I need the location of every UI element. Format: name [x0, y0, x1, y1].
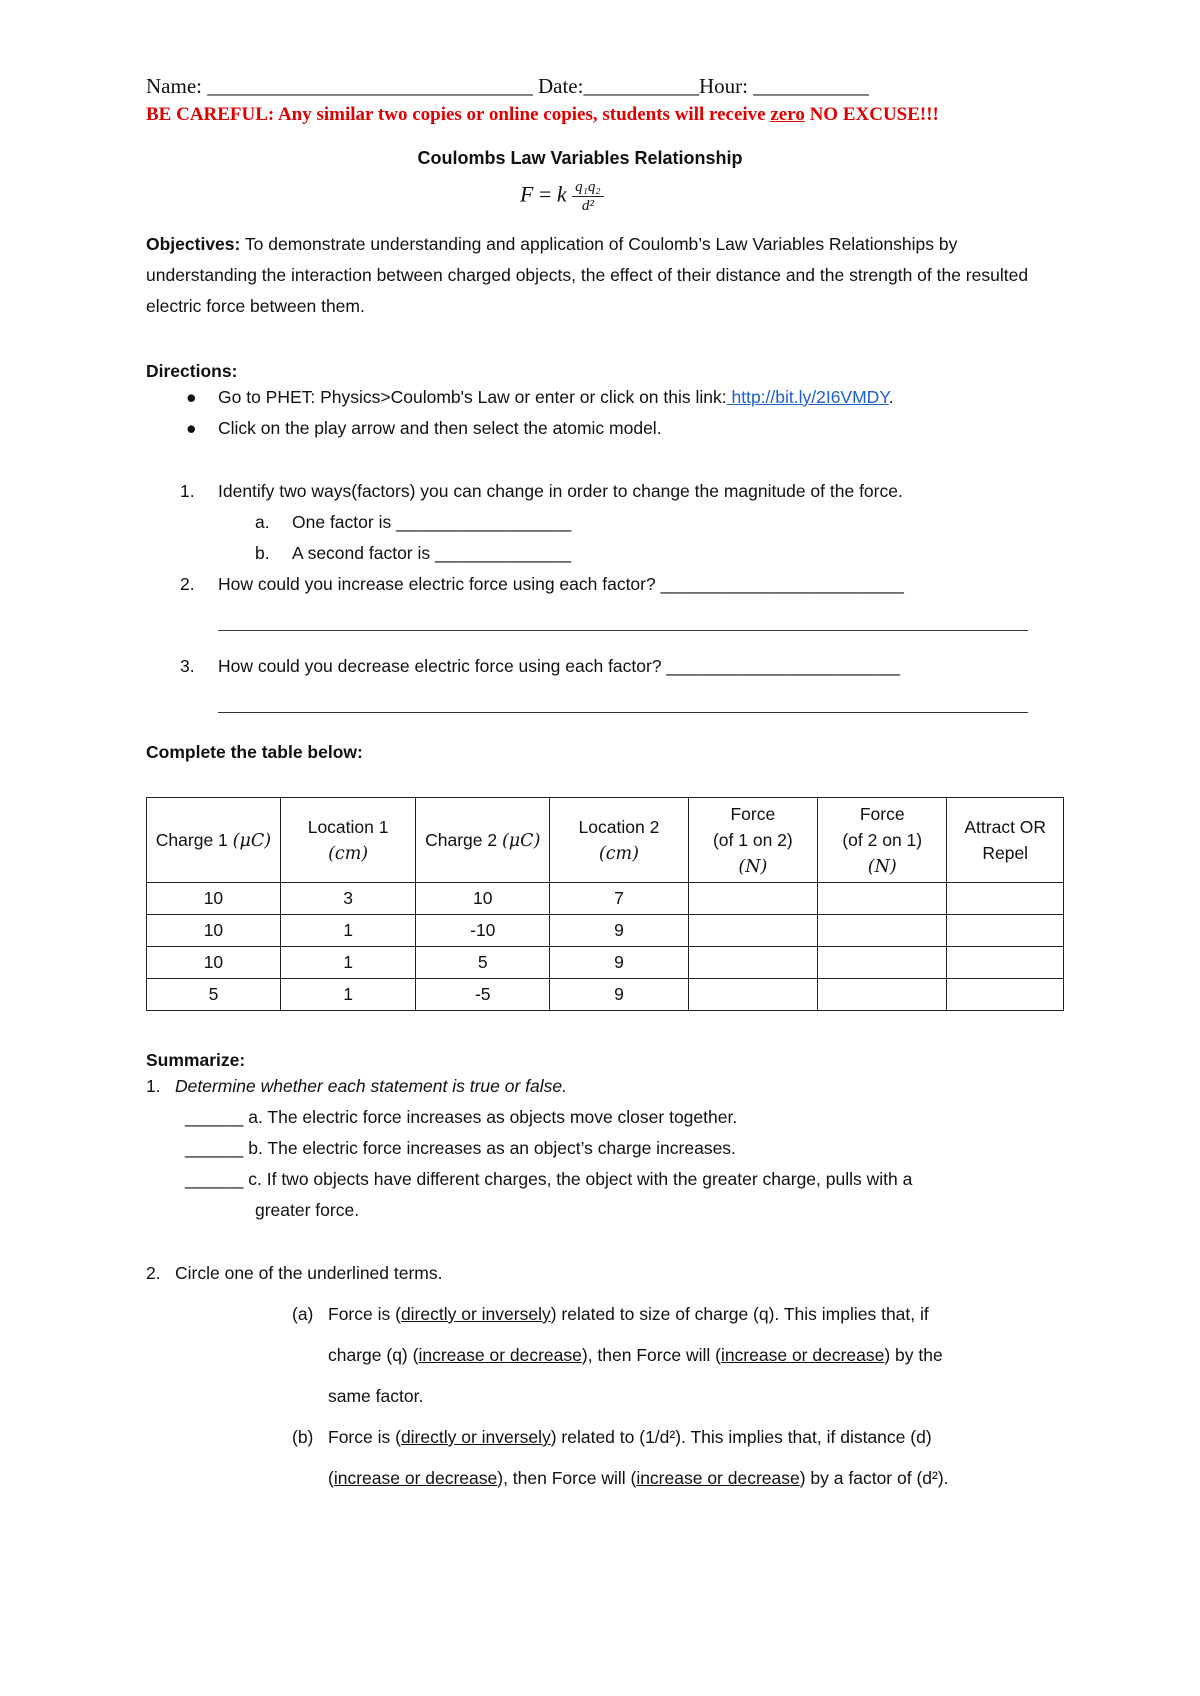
formula-lhs: F: [520, 181, 534, 207]
header-text: Charge 2: [425, 829, 502, 850]
statement-b: ______ b. The electric force increases as an object’s charge increases.: [185, 1138, 736, 1158]
directions-bullet-2: Click on the play arrow and then select the atomic model.: [218, 418, 662, 438]
objectives-text: To demonstrate understanding and application of Coulomb’s Law Variables Relationships by understanding the interaction between charged objects, the effect of their distance and the strength of the resulted electric force between them.: [146, 234, 1029, 316]
table-heading: Complete the table below:: [146, 742, 363, 762]
text: charge (q) (: [328, 1345, 419, 1365]
statement-c-continued: greater force.: [255, 1200, 360, 1220]
item-a-line-2: [328, 1345, 943, 1366]
table-row: [147, 915, 1064, 947]
text: ) by the: [884, 1345, 943, 1365]
item-b-line-2: [328, 1468, 949, 1489]
text: ) related to (1/d²). This implies that, if distance (d): [550, 1427, 932, 1447]
text: ), then Force will (: [581, 1345, 721, 1365]
summarize-label: Summarize:: [146, 1050, 246, 1070]
table-cell: 5: [147, 979, 281, 1011]
question-1b-label: b.: [255, 543, 270, 563]
table-cell: 10: [416, 883, 550, 915]
question-1a-label: a.: [255, 512, 270, 532]
data-table: [146, 797, 1064, 1011]
table-cell: 10: [147, 883, 281, 915]
header-location-2: [550, 798, 688, 883]
question-3: How could you decrease electric force using each factor? ________________________: [218, 656, 901, 676]
question-2-number: 2.: [180, 574, 195, 594]
question-1b: A second factor is ______________: [292, 543, 572, 563]
header-unit: (cm): [598, 843, 639, 864]
header-unit: (N): [867, 856, 897, 877]
header-unit: (μC): [501, 830, 541, 851]
table-cell: 5: [416, 947, 550, 979]
choice-increase-or-decrease[interactable]: increase or decrease: [333, 1468, 498, 1488]
text: (: [328, 1468, 334, 1488]
header-force-1-on-2: [688, 798, 817, 883]
item-a-label: (a): [292, 1304, 314, 1324]
header-subtext: Repel: [982, 843, 1029, 863]
answer-cell[interactable]: [818, 979, 947, 1011]
answer-cell[interactable]: [947, 915, 1064, 947]
header-force-2-on-1: [818, 798, 947, 883]
answer-cell[interactable]: [688, 947, 817, 979]
answer-cell[interactable]: [818, 883, 947, 915]
text: ), then Force will (: [497, 1468, 637, 1488]
page-title: Coulombs Law Variables Relationship: [417, 148, 743, 168]
header-unit: (N): [738, 856, 768, 877]
table-cell: 9: [550, 947, 688, 979]
summary-1-number: 1.: [146, 1076, 161, 1096]
bullet-dot: ●: [186, 387, 197, 407]
table-cell: 9: [550, 915, 688, 947]
header-attract-or-repel: [947, 798, 1064, 883]
table-cell: 1: [280, 915, 415, 947]
table-cell: 7: [550, 883, 688, 915]
table-cell: 9: [550, 979, 688, 1011]
header-text: Charge 1: [155, 829, 233, 850]
statement-a: ______ a. The electric force increases as objects move closer together.: [185, 1107, 738, 1127]
choice-directly-or-inversely[interactable]: directly or inversely: [400, 1427, 551, 1447]
formula-numerator: q₁q₂: [572, 178, 603, 197]
item-a-line-1: [328, 1304, 929, 1325]
answer-cell[interactable]: [688, 883, 817, 915]
question-1-number: 1.: [180, 481, 195, 501]
choice-increase-or-decrease[interactable]: increase or decrease: [418, 1345, 582, 1365]
table-cell: -5: [416, 979, 550, 1011]
formula-constant: k: [556, 181, 567, 207]
choice-directly-or-inversely[interactable]: directly or inversely: [400, 1304, 551, 1324]
summary-1-instruction: Determine whether each statement is true or false.: [175, 1076, 567, 1096]
formula-equals: =: [538, 181, 552, 207]
header-unit: (cm): [328, 843, 369, 864]
text: Force is (: [328, 1304, 401, 1324]
header-text: Location 1: [307, 816, 389, 837]
header-subtext: (of 1 on 2): [712, 829, 793, 850]
summary-2-number: 2.: [146, 1263, 161, 1283]
phet-link[interactable]: http://bit.ly/2I6VMDY: [726, 387, 889, 407]
table-cell: 1: [280, 979, 415, 1011]
table-row: [147, 883, 1064, 915]
table-cell: 10: [147, 915, 281, 947]
summary-2-instruction: Circle one of the underlined terms.: [175, 1263, 443, 1283]
answer-cell[interactable]: [947, 979, 1064, 1011]
bullet-dot: ●: [186, 418, 197, 438]
objectives-label: Objectives:: [146, 234, 241, 254]
warning-text-pre: BE CAREFUL: Any similar two copies or online copies, students will receive: [146, 104, 771, 125]
bullet-1-end: .: [888, 387, 894, 407]
header-unit: (μC): [232, 830, 272, 851]
formula-denominator: d²: [581, 198, 594, 214]
answer-cell[interactable]: [688, 979, 817, 1011]
table-cell: 3: [280, 883, 415, 915]
directions-bullet-1: [218, 387, 894, 408]
directions-label: Directions:: [146, 361, 238, 381]
question-1a: One factor is __________________: [292, 512, 572, 532]
formula-fraction: [572, 178, 603, 215]
answer-cell[interactable]: [818, 947, 947, 979]
answer-cell[interactable]: [818, 915, 947, 947]
header-subtext: (of 2 on 1): [842, 829, 923, 850]
header-charge-2: [416, 798, 550, 883]
header-text: Force: [859, 803, 905, 824]
item-b-line-1: [328, 1427, 932, 1448]
text: ) related to size of charge (q). This implies that, if: [550, 1304, 929, 1324]
warning-banner: [146, 104, 939, 126]
text: Force is (: [328, 1427, 401, 1447]
item-a-line-3: same factor.: [328, 1386, 424, 1406]
question-1: Identify two ways(factors) you can change in order to change the magnitude of the force.: [218, 481, 903, 501]
name-date-hour-line: Name: _______________________________ Date:___________Hour: ___________: [146, 74, 869, 98]
statement-c: ______ c. If two objects have different charges, the object with the greater charge, pulls with a: [185, 1169, 913, 1189]
answer-cell[interactable]: [947, 883, 1064, 915]
bullet-1-text: Go to PHET: Physics>Coulomb's Law or enter or click on this link:: [218, 387, 727, 407]
objectives-paragraph: [146, 229, 1066, 322]
item-b-label: (b): [292, 1427, 314, 1447]
answer-line-2[interactable]: [218, 630, 1028, 631]
text: ) by a factor of (d²).: [799, 1468, 949, 1488]
question-2: How could you increase electric force using each factor? _________________________: [218, 574, 904, 594]
table-row: [147, 979, 1064, 1011]
warning-text-post: NO EXCUSE!!!: [804, 104, 939, 125]
header-text: Attract OR: [964, 817, 1047, 837]
choice-increase-or-decrease[interactable]: increase or decrease: [720, 1345, 885, 1365]
choice-increase-or-decrease[interactable]: increase or decrease: [636, 1468, 800, 1488]
question-3-number: 3.: [180, 656, 195, 676]
answer-cell[interactable]: [947, 947, 1064, 979]
header-text: Location 2: [578, 816, 660, 837]
answer-cell[interactable]: [688, 915, 817, 947]
header-text: Force: [730, 803, 776, 824]
table-cell: -10: [416, 915, 550, 947]
table-cell: 1: [280, 947, 415, 979]
coulomb-formula: [520, 178, 604, 215]
table-row: [147, 947, 1064, 979]
warning-text-underlined: zero: [770, 104, 805, 125]
table-header-row: [147, 798, 1064, 883]
header-charge-1: [147, 798, 281, 883]
answer-line-3[interactable]: [218, 712, 1028, 713]
header-location-1: [280, 798, 415, 883]
table-cell: 10: [147, 947, 281, 979]
